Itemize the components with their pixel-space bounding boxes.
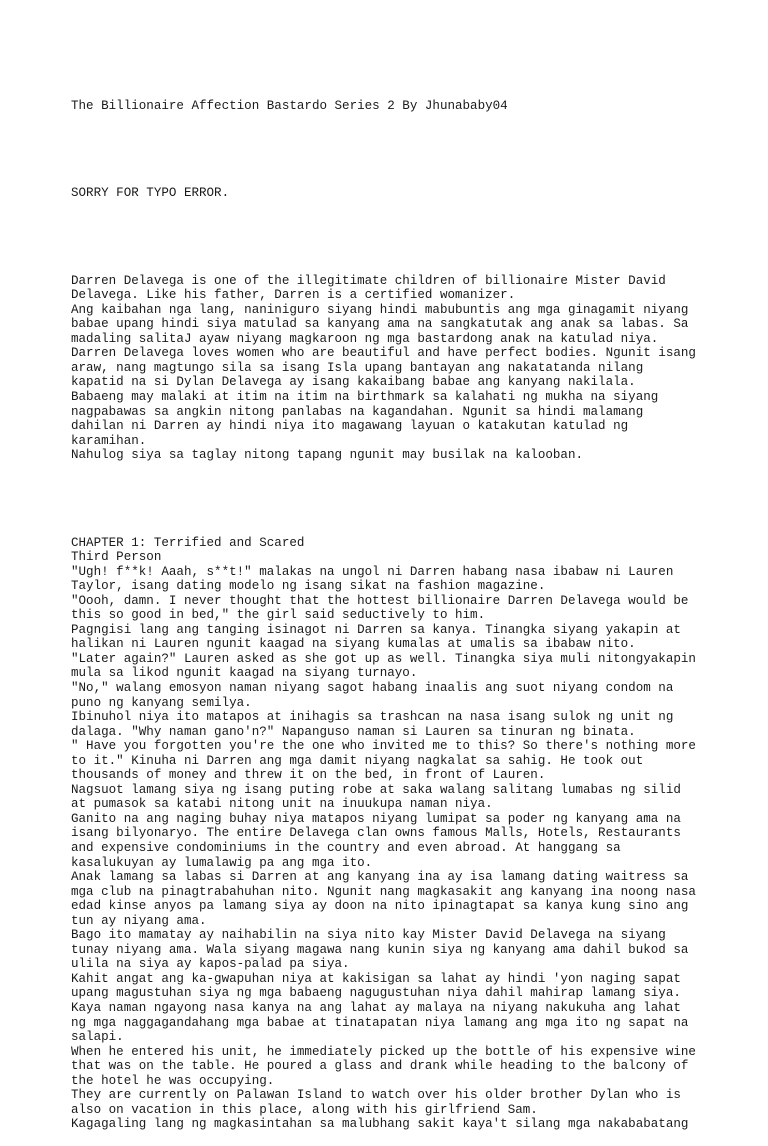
chapter-line: mula sa likod ngunit kaagad na siyang turnayo. bbox=[71, 666, 418, 681]
synopsis-line: Babaeng may malaki at itim na itim na birthmark sa kalahati ng mukha na siyang bbox=[71, 390, 659, 405]
chapter-line: tun ay niyang ama. bbox=[71, 913, 207, 928]
chapter-line: tunay niyang ama. Wala siyang magawa nang kunin siya ng kanyang ama dahil bukod sa bbox=[71, 942, 689, 957]
chapter-line: Anak lamang sa labas si Darren at ang kanyang ina ay isa lamang dating waitress sa bbox=[71, 870, 689, 885]
chapter-line: Taylor, isang dating modelo ng isang sikat na fashion magazine. bbox=[71, 579, 546, 594]
chapter-text bbox=[71, 536, 701, 1132]
typo-note: SORRY FOR TYPO ERROR. bbox=[71, 186, 230, 201]
chapter-line: halikan ni Lauren ngunit kaagad na siyang kumalas at umalis sa ibabaw nito. bbox=[71, 637, 636, 652]
chapter-line: Ganito na ang naging buhay niya matapos niyang lumipat sa poder ng kanyang ama na bbox=[71, 811, 681, 826]
synopsis bbox=[71, 274, 701, 463]
document-title: The Billionaire Affection Bastardo Series 2 By Jhunababy04 bbox=[71, 99, 508, 114]
blank-line bbox=[71, 143, 701, 158]
chapter-line: salapi. bbox=[71, 1030, 124, 1045]
chapter-line: dalaga. "Why naman gano'n?" Napanguso naman si Lauren sa tinuran ng binata. bbox=[71, 724, 636, 739]
chapter-line: Bago ito mamatay ay naihabilin na siya nito kay Mister David Delavega na siyang bbox=[71, 928, 666, 943]
chapter-line: also on vacation in this place, along with his girlfriend Sam. bbox=[71, 1102, 538, 1117]
chapter-line: Nagsuot lamang siya ng isang puting robe at saka walang salitang lumabas ng silid bbox=[71, 782, 681, 797]
synopsis-line: nagpabawas sa angkin nitong panlabas na kagandahan. Ngunit sa hindi malamang bbox=[71, 404, 644, 419]
chapter-line: "Later again?" Lauren asked as she got up as well. Tinangka siya muli nitongyakapin bbox=[71, 651, 696, 666]
chapter-line: isang bilyonaryo. The entire Delavega clan owns famous Malls, Hotels, Restaurants bbox=[71, 826, 681, 841]
synopsis-line: Ang kaibahan nga lang, naniniguro siyang hindi mabubuntis ang mga ginagamit niyang bbox=[71, 302, 689, 317]
chapter-line: Pagngisi lang ang tanging isinagot ni Darren sa kanya. Tinangka siyang yakapin at bbox=[71, 622, 681, 637]
chapter-line: Third Person bbox=[71, 550, 162, 565]
chapter-line: the hotel he was occupying. bbox=[71, 1073, 275, 1088]
chapter-line: "Ugh! f**k! Aaah, s**t!" malakas na ungol ni Darren habang nasa ibabaw ni Lauren bbox=[71, 564, 674, 579]
chapter-line: mga club na pinagtrabahuhan nito. Ngunit nang magkasakit ang kanyang ina noong nasa bbox=[71, 884, 696, 899]
chapter-line: "Oooh, damn. I never thought that the hottest billionaire Darren Delavega would be bbox=[71, 593, 689, 608]
chapter-line: CHAPTER 1: Terrified and Scared bbox=[71, 535, 305, 550]
chapter-line: upang magustuhan siya ng mga babaeng nagugustuhan niya dahil mahirap lamang siya. bbox=[71, 986, 681, 1001]
chapter-line: this so good in bed," the girl said seductively to him. bbox=[71, 608, 486, 623]
synopsis-line: madaling salitaJ ayaw niyang magkaroon ng mga bastardong anak na katulad niya. bbox=[71, 331, 659, 346]
blank-line bbox=[71, 230, 701, 245]
synopsis-line: Delavega. Like his father, Darren is a certified womanizer. bbox=[71, 288, 516, 303]
chapter-line: ulila na siya ay kapos-palad pa siya. bbox=[71, 957, 350, 972]
chapter-line: that was on the table. He poured a glass and drank while heading to the balcony of bbox=[71, 1059, 689, 1074]
chapter-line: thousands of money and threw it on the bed, in front of Lauren. bbox=[71, 768, 546, 783]
synopsis-line: araw, nang magtungo sila sa isang Isla upang bantayan ang nakatatanda nilang bbox=[71, 360, 644, 375]
synopsis-line: babae upang hindi siya matulad sa kanyang ama na sangkatutak ang anak sa labas. Sa bbox=[71, 317, 689, 332]
chapter-line: edad kinse anyos pa lamang siya ay doon na nito ipinagtapat sa kanya kung sino ang bbox=[71, 899, 689, 914]
chapter-line: "No," walang emosyon naman niyang sagot habang inaalis ang suot niyang condom na bbox=[71, 680, 674, 695]
chapter-line: and expensive condominiums in the country and even abroad. At hanggang sa bbox=[71, 840, 621, 855]
chapter-line: to it." Kinuha ni Darren ang mga damit niyang nagkalat sa sahig. He took out bbox=[71, 753, 644, 768]
synopsis-line: Darren Delavega is one of the illegitimate children of billionaire Mister David bbox=[71, 273, 666, 288]
synopsis-line: dahilan ni Darren ay hindi niya ito magawang layuan o katakutan katulad ng bbox=[71, 419, 629, 434]
chapter-line: puno ng kanyang semilya. bbox=[71, 695, 252, 710]
synopsis-line: karamihan. bbox=[71, 433, 147, 448]
chapter-line: " Have you forgotten you're the one who invited me to this? So there's nothing more bbox=[71, 739, 696, 754]
chapter-line: Kaya naman ngayong nasa kanya na ang lahat ay malaya na niyang nakukuha ang lahat bbox=[71, 1001, 681, 1015]
document-page bbox=[71, 70, 701, 1146]
synopsis-line: Darren Delavega loves women who are beautiful and have perfect bodies. Ngunit isang bbox=[71, 346, 696, 361]
chapter-line: When he entered his unit, he immediately picked up the bottle of his expensive wine bbox=[71, 1044, 696, 1059]
chapter-line: Kahit angat ang ka-gwapuhan niya at kakisigan sa lahat ay hindi 'yon naging sapat bbox=[71, 971, 681, 986]
chapter-line: They are currently on Palawan Island to watch over his older brother Dylan who is bbox=[71, 1088, 681, 1103]
chapter-line: at pumasok sa katabi nitong unit na inuukupa naman niya. bbox=[71, 797, 493, 812]
chapter-line: Ibinuhol niya ito matapos at inihagis sa trashcan na nasa isang sulok ng unit ng bbox=[71, 710, 674, 725]
chapter-line: Kagagaling lang ng magkasintahan sa malubhang sakit kaya't silang mga nakababatang bbox=[71, 1117, 689, 1132]
chapter-line: kasalukuyan ay lumalawig pa ang mga ito. bbox=[71, 855, 373, 870]
chapter-line: ng mga naggagandahang mga babae at tinatapatan niya lamang ang mga ito ng sapat na bbox=[71, 1015, 689, 1030]
blank-line bbox=[71, 492, 701, 507]
synopsis-line: Nahulog siya sa taglay nitong tapang ngunit may busilak na kalooban. bbox=[71, 448, 583, 463]
synopsis-line: kapatid na si Dylan Delavega ay isang kakaibang babae ang kanyang nakilala. bbox=[71, 375, 636, 390]
